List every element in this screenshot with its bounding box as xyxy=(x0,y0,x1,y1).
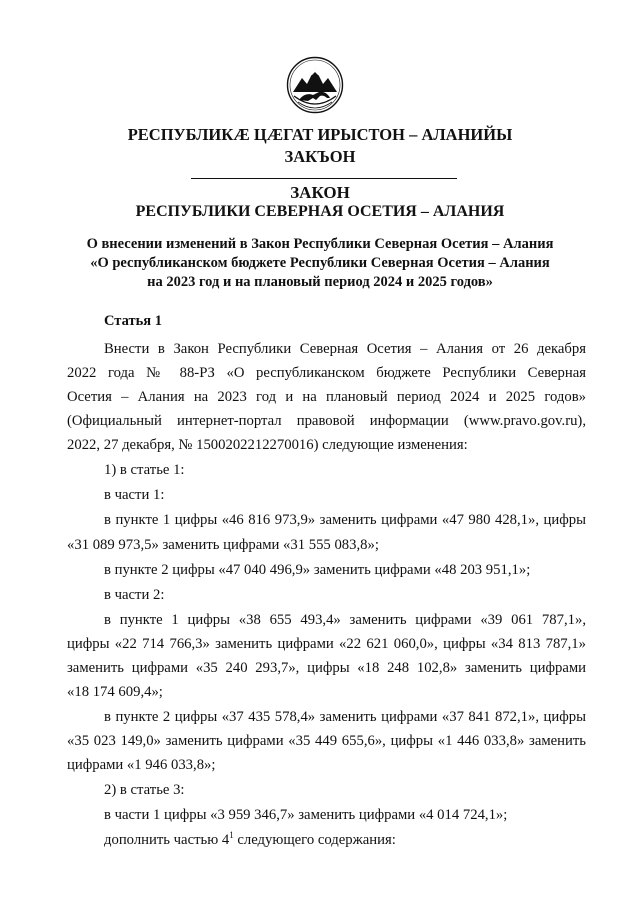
list-item: в части 1: xyxy=(104,487,165,503)
paragraph-line: Внести в Закон Республики Северная Осетия – Алания от 26 декабря xyxy=(104,341,586,357)
paragraph-line: 2022 года № 88-РЗ «О республиканском бюджете Республики Северная xyxy=(67,365,586,381)
paragraph-line: «31 089 973,5» заменить цифрами «31 555 083,8»; xyxy=(67,537,379,553)
list-item: 1) в статье 1: xyxy=(104,462,185,478)
coat-of-arms-emblem xyxy=(286,56,344,114)
list-item: 2) в статье 3: xyxy=(104,782,185,798)
paragraph-line: в части 1 цифры «3 959 346,7» заменить цифрами «4 014 724,1»; xyxy=(104,807,508,823)
superscript-index: 1 xyxy=(229,830,234,841)
law-title-line-1: О внесении изменений в Закон Республики Северная Осетия – Алания xyxy=(86,236,554,252)
republic-name-ossetian: РЕСПУБЛИКӔ ЦӔГАТ ИРЫСТОН – АЛАНИЙЫ xyxy=(127,125,513,144)
paragraph-line: в пункте 2 цифры «37 435 578,4» заменить цифрами «37 841 872,1», цифры xyxy=(104,709,586,725)
paragraph-line: цифры «22 714 766,3» заменить цифрами «22 621 060,0», цифры «34 813 787,1» xyxy=(67,636,586,652)
paragraph-line: цифрами «1 946 033,8»; xyxy=(67,757,216,773)
paragraph-line xyxy=(104,831,396,849)
paragraph-line: (Официальный интернет-портал правовой информации (www.pravo.gov.ru), xyxy=(67,413,586,429)
paragraph-line: «35 023 149,0» заменить цифрами «35 449 655,6», цифры «1 446 033,8» заменить xyxy=(67,733,586,749)
paragraph-text: дополнить частью 4 xyxy=(104,832,230,848)
paragraph-line: Осетия – Алания на 2023 год и на плановый период 2024 и 2025 годов» xyxy=(67,389,586,405)
law-title-line-2: «О республиканском бюджете Республики Северная Осетия – Алания xyxy=(90,255,550,271)
header-divider xyxy=(191,178,457,179)
paragraph-line: заменить цифрами «35 240 293,7», цифры «18 248 102,8» заменить цифрами xyxy=(67,660,586,676)
paragraph-line: в пункте 1 цифры «46 816 973,9» заменить цифрами «47 980 428,1», цифры xyxy=(104,512,586,528)
republic-name-russian: РЕСПУБЛИКИ СЕВЕРНАЯ ОСЕТИЯ – АЛАНИЯ xyxy=(135,203,505,220)
paragraph-line: «18 174 609,4»; xyxy=(67,684,163,700)
paragraph-text: следующего содержания: xyxy=(233,832,396,848)
law-label-ossetian: ЗАКЪОН xyxy=(284,147,356,166)
paragraph-line: в пункте 2 цифры «47 040 496,9» заменить цифрами «48 203 951,1»; xyxy=(104,562,531,578)
law-title-line-3: на 2023 год и на плановый период 2024 и 2025 годов» xyxy=(147,274,493,290)
list-item: в части 2: xyxy=(104,587,165,603)
paragraph-line: в пункте 1 цифры «38 655 493,4» заменить цифрами «39 061 787,1», xyxy=(104,612,586,628)
law-label-russian: ЗАКОН xyxy=(290,183,350,202)
paragraph-line: 2022, 27 декабря, № 1500202212270016) следующие изменения: xyxy=(67,437,468,453)
article-heading: Статья 1 xyxy=(104,313,162,329)
